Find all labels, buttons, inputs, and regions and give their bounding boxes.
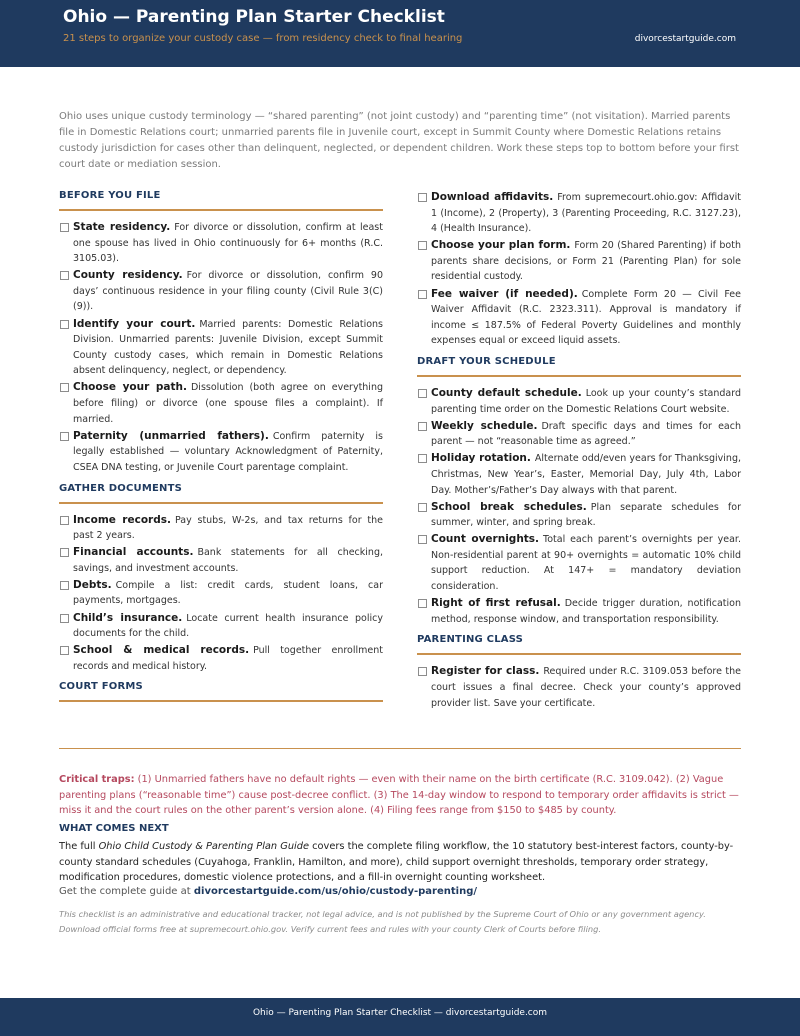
item-lead: Identify your court. [73, 317, 196, 330]
critical-traps [59, 772, 741, 819]
item-lead: County residency. [73, 269, 183, 282]
section-title: PARENTING CLASS [417, 634, 524, 646]
checkbox[interactable] [418, 193, 427, 202]
item-lead: Count overnights. [431, 533, 540, 546]
checklist-item [417, 287, 741, 349]
checklist-item [59, 220, 383, 267]
item-lead: Right of first refusal. [431, 597, 561, 610]
item-lead: Income records. [73, 513, 171, 526]
checkbox[interactable] [60, 320, 69, 329]
next-prefix: The full [59, 841, 96, 852]
checklist-item [417, 419, 741, 450]
checklist-item [59, 380, 383, 427]
checklist-item [59, 643, 383, 674]
section-title: GATHER DOCUMENTS [59, 482, 183, 494]
checklist-item [417, 500, 741, 531]
checkbox[interactable] [418, 535, 427, 544]
section-divider [59, 502, 383, 504]
header-site-url: divorcestartguide.com [634, 34, 736, 44]
checkbox[interactable] [60, 646, 69, 655]
checkbox[interactable] [60, 614, 69, 623]
section-court-forms [59, 681, 383, 702]
item-lead: Download affidavits. [431, 191, 554, 203]
page-subtitle: 21 steps to organize your custody case — from residency check to final hearing [63, 33, 463, 44]
checklist-item [59, 429, 383, 476]
item-text: For divorce or dissolution, confirm at least one spouse has lived in Ohio continuously for 6+ months (R.C. 3105.03). [73, 222, 383, 265]
disclaimer: This checklist is an administrative and educational tracker, not legal advice, and is not published by the Supreme Court of Ohio or any government agency. Download official forms free at supremecourt.ohio.gov. Verify current fees and rules with your county Clerk of Courts before filing. [59, 909, 706, 935]
item-text: Alternate odd/even years for Thanksgiving, Christmas, New Year’s, Easter, Memorial Day, July 4th, Labor Day. Mother’s/Father’s Day always with that parent. [431, 453, 741, 496]
item-lead: Holiday rotation. [431, 452, 531, 465]
checkbox[interactable] [418, 599, 427, 608]
guide-title: Ohio Child Custody & Parenting Plan Guide [98, 841, 310, 852]
section-divider [417, 375, 741, 377]
item-lead: Paternity (unmarried fathers). [73, 429, 269, 442]
section-before-you-file [59, 190, 383, 476]
item-lead: Debts. [73, 578, 112, 591]
checkbox[interactable] [60, 581, 69, 590]
checklist-item [417, 190, 741, 237]
critical-traps-text: (1) Unmarried fathers have no default rights — even with their name on the birth certificate (R.C. 3109.042). (2) Vague parenting plans (“reasonable time”) cause post-decree conflict. (3) The 14-day window to respond to temporary order affidavits is strict — miss it and the court rules on the other parent’s version alone. (4) Filing fees range from $150 to $485 by county. [59, 774, 739, 817]
item-text: Confirm paternity is legally established — voluntary Acknowledgment of Paternity, CSEA DNA testing, or Juvenile Court parentage complaint. [73, 430, 383, 473]
right-column [417, 190, 741, 713]
section-court-forms-items [417, 190, 741, 349]
checkbox[interactable] [60, 383, 69, 392]
checkbox[interactable] [418, 422, 427, 431]
item-text: Decide trigger duration, notification method, response window, and transportation responsibility. [431, 598, 741, 625]
checkbox[interactable] [418, 503, 427, 512]
content-divider [59, 748, 741, 749]
section-divider [417, 653, 741, 655]
checklist-item [59, 611, 383, 642]
checklist-item [59, 317, 383, 379]
checkbox[interactable] [418, 454, 427, 463]
item-text: Draft specific days and times for each parent — not “reasonable time as agreed.” [431, 420, 741, 448]
item-lead: School break schedules. [431, 500, 587, 513]
checklist-item [417, 451, 741, 498]
item-text: Required under R.C. 3109.053 before the court issues a final decree. Check your county’s approved provider list. Save your certificate. [431, 666, 741, 709]
section-title: BEFORE YOU FILE [59, 190, 161, 201]
item-lead: Choose your plan form. [431, 239, 571, 252]
page-footer [0, 998, 800, 1036]
checklist-item [417, 664, 741, 711]
item-text: Dissolution (both agree on everything before filing) or divorce (one spouse files a complaint). If married. [73, 382, 384, 425]
section-gather-documents [59, 483, 383, 675]
item-text: Locate current health insurance policy documents for the child. [73, 612, 383, 640]
section-title: DRAFT YOUR SCHEDULE [417, 355, 556, 367]
item-text: For divorce or dissolution, confirm 90 days’ continuous residence in your filing county (Civil Rule 3(C)(9)). [73, 270, 383, 313]
item-lead: Fee waiver (if needed). [431, 287, 578, 300]
checkbox[interactable] [60, 223, 69, 232]
item-text: Pull together enrollment records and medical history. [73, 645, 383, 672]
checklist-item [417, 386, 741, 417]
checklist-item [417, 532, 741, 594]
item-text: Bank statements for all checking, savings, and investment accounts. [73, 547, 383, 574]
item-lead: Weekly schedule. [431, 419, 538, 432]
checkbox[interactable] [418, 389, 427, 398]
item-text: Compile a list: credit cards, student loans, car payments, mortgages. [73, 579, 383, 607]
item-lead: School & medical records. [73, 644, 250, 657]
item-lead: Register for class. [431, 665, 540, 678]
checkbox[interactable] [60, 271, 69, 280]
item-lead: Choose your path. [73, 381, 187, 394]
checkbox[interactable] [418, 290, 427, 299]
section-parenting-class [417, 634, 741, 711]
item-text: Pay stubs, W-2s, and tax returns for the past 2 years. [73, 514, 383, 542]
guide-cta [59, 886, 477, 897]
critical-traps-label: Critical traps: [59, 774, 135, 785]
checklist-item [59, 513, 383, 544]
checkbox[interactable] [60, 516, 69, 525]
item-lead: Financial accounts. [73, 546, 194, 559]
checklist-item [59, 545, 383, 576]
checkbox[interactable] [418, 667, 427, 676]
intro-paragraph: Ohio uses unique custody terminology — “shared parenting” (not joint custody) and “parenting time” (not visitation). Married parents file in Domestic Relations court; unmarried parents file in Juvenile court, except in Summit County where Domestic Relations retains custody jurisdiction for cases other than delinquent, neglected, or dependent children. Work these steps top to bottom before your first court date or mediation session. [59, 111, 739, 170]
checkbox[interactable] [418, 241, 427, 250]
guide-link[interactable]: divorcestartguide.com/us/ohio/custody-parenting/ [193, 886, 477, 897]
page-header [0, 0, 800, 67]
item-text: Married parents: Domestic Relations Division. Unmarried parents: Juvenile Division, except Summit County custody cases, which remain in Domestic Relations absent delinquency, neglect, or dependency. [73, 318, 384, 377]
item-lead: Child’s insurance. [73, 611, 183, 624]
section-divider [59, 209, 383, 211]
section-draft-your-schedule [417, 356, 741, 627]
item-text: Total each parent’s overnights per year. Non-residential parent at 90+ overnights = automatic 10% child support reduction. At 147+ = mandatory deviation consideration. [431, 534, 741, 593]
checklist-item [59, 578, 383, 609]
cta-prefix: Get the complete guide at [59, 886, 191, 897]
section-title: COURT FORMS [59, 681, 143, 693]
what-comes-next-body [59, 839, 741, 886]
next-body-text: covers the complete filing workflow, the 10 statutory best-interest factors, county-by-county standard schedules (Cuyahoga, Franklin, Hamilton, and more), child support overnight thresholds, temporary order strategy, modification procedures, domestic violence protections, and a fill-in overnight counting worksheet. [59, 841, 734, 884]
checkbox[interactable] [60, 432, 69, 441]
checklist-item [417, 238, 741, 285]
checklist-item [59, 268, 383, 315]
page-title: Ohio — Parenting Plan Starter Checklist [63, 7, 445, 27]
what-comes-next-title: WHAT COMES NEXT [59, 823, 169, 834]
footer-text: Ohio — Parenting Plan Starter Checklist — divorcestartguide.com [252, 1008, 548, 1018]
item-text: Form 20 (Shared Parenting) if both parents share decisions, or Form 21 (Parenting Plan) for sole residential custody. [431, 240, 741, 283]
section-divider [59, 700, 383, 702]
item-text: From supremecourt.ohio.gov: Affidavit 1 (Income), 2 (Property), 3 (Parenting Proceeding, R.C. 3127.23), 4 (Health Insurance). [431, 192, 742, 235]
checkbox[interactable] [60, 548, 69, 557]
left-column [59, 190, 383, 711]
checklist-item [417, 596, 741, 627]
item-text: Plan separate schedules for summer, winter, and spring break. [431, 501, 741, 529]
item-text: Complete Form 20 — Civil Fee Waiver Affidavit (R.C. 2323.311). Approval is mandatory if income ≤ 187.5% of Federal Poverty Guidelines and monthly expenses equal or exceed liquid assets. [431, 288, 741, 347]
item-lead: State residency. [73, 221, 171, 233]
item-lead: County default schedule. [431, 386, 582, 399]
item-text: Look up your county’s standard parenting time order on the Domestic Relations Court website. [431, 387, 742, 415]
